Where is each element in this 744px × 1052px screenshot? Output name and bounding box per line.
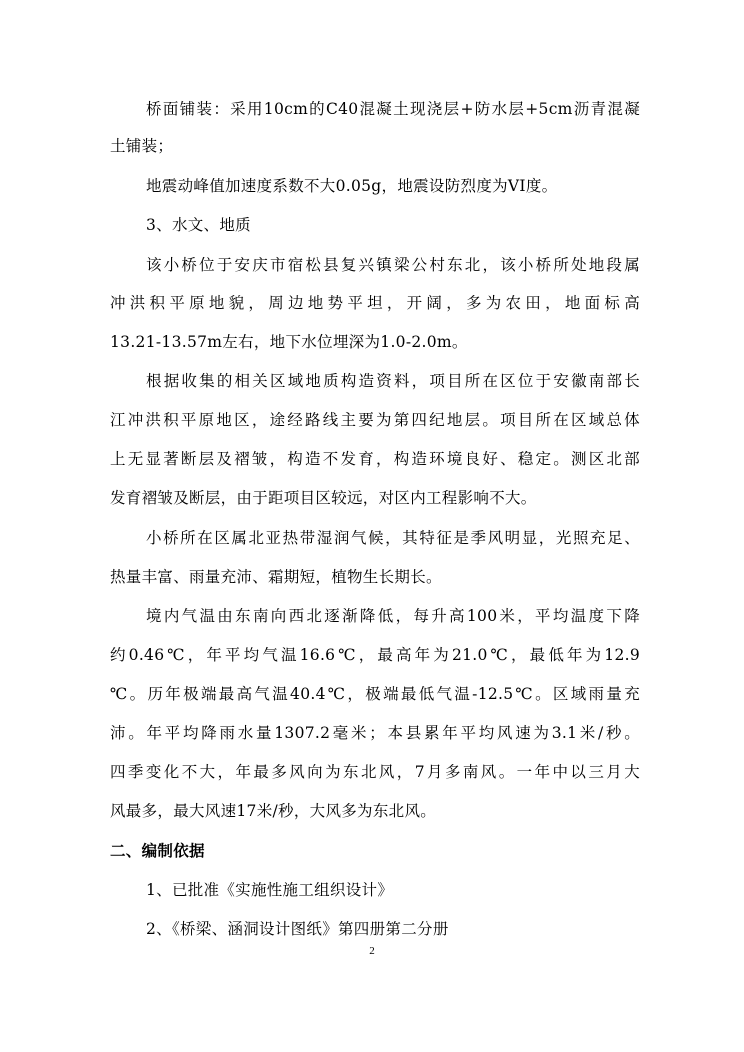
paragraph-temperature-line5: 四季变化不大，年最多风向为东北风，7月多南风。一年中以三月大 xyxy=(110,763,640,781)
paragraph-temperature-line3: ℃。历年极端最高气温40.4℃，极端最低气温-12.5℃。区域雨量充 xyxy=(110,685,640,703)
paragraph-temperature-line4: 沛。年平均降雨水量1307.2毫米；本县累年平均风速为3.1米/秒。 xyxy=(110,724,640,742)
paragraph-seismic: 地震动峰值加速度系数不大0.05g，地震设防烈度为VI度。 xyxy=(146,177,558,195)
paragraph-geology-line2: 江冲洪积平原地区，途经路线主要为第四纪地层。项目所在区域总体 xyxy=(110,411,640,429)
paragraph-location-line1: 该小桥位于安庆市宿松县复兴镇梁公村东北，该小桥所处地段属 xyxy=(146,256,640,274)
paragraph-climate-line2: 热量丰富、雨量充沛、霜期短，植物生长期长。 xyxy=(110,568,442,586)
paragraph-temperature-line2: 约0.46℃，年平均气温16.6℃，最高年为21.0℃，最低年为12.9 xyxy=(110,646,640,664)
paragraph-deck-pavement-line2: 土铺装； xyxy=(110,137,174,155)
paragraph-temperature-line6: 风最多，最大风速17米/秒，大风多为东北风。 xyxy=(110,802,437,820)
basis-item-2: 2、《桥梁、涵洞设计图纸》第四册第二分册 xyxy=(146,920,449,938)
paragraph-climate-line1: 小桥所在区属北亚热带湿润气候，其特征是季风明显，光照充足、 xyxy=(146,529,640,547)
paragraph-geology-line1: 根据收集的相关区域地质构造资料，项目所在区位于安徽南部长 xyxy=(146,372,640,390)
paragraph-location-line2: 冲洪积平原地貌，周边地势平坦，开阔，多为农田，地面标高 xyxy=(110,294,640,312)
section-hydrology-geology: 3、水文、地质 xyxy=(146,216,251,234)
paragraph-geology-line3: 上无显著断层及褶皱，构造不发育，构造环境良好、稳定。测区北部 xyxy=(110,450,640,468)
basis-item-1: 1、已批准《实施性施工组织设计》 xyxy=(146,881,394,899)
paragraph-temperature-line1: 境内气温由东南向西北逐渐降低，每升高100米，平均温度下降 xyxy=(146,607,640,625)
section-heading-basis: 二、编制依据 xyxy=(110,842,205,860)
paragraph-deck-pavement-line1: 桥面铺装：采用10cm的C40混凝土现浇层+防水层+5cm沥青混凝 xyxy=(146,100,640,118)
paragraph-geology-line4: 发育褶皱及断层，由于距项目区较远，对区内工程影响不大。 xyxy=(110,489,537,507)
page-number: 2 xyxy=(369,945,375,957)
paragraph-location-line3: 13.21-13.57m左右，地下水位埋深为1.0-2.0m。 xyxy=(110,333,468,351)
